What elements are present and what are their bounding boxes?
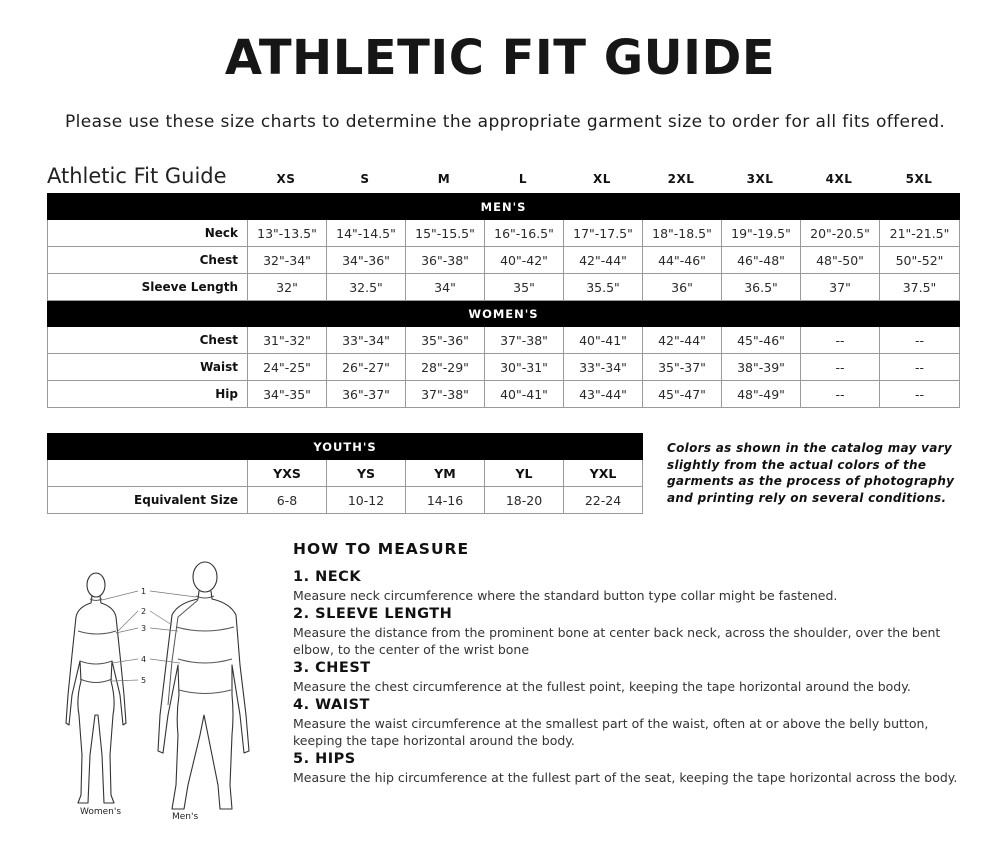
table-cell: 40"-42" [485, 247, 564, 274]
table-row [48, 487, 643, 514]
table-row [48, 220, 960, 247]
table-cell: 36"-37" [327, 381, 406, 408]
table-cell: 36.5" [722, 274, 801, 301]
size-header-3xl: 3XL [746, 172, 774, 186]
table-cell: 15"-15.5" [406, 220, 485, 247]
callout-number: 3 [141, 624, 147, 633]
table-cell: 45"-46" [722, 327, 801, 354]
adult-size-table [47, 193, 960, 408]
size-header-s: S [360, 172, 370, 186]
youth-size-header: YL [485, 460, 564, 487]
color-disclaimer-note: Colors as shown in the catalog may vary slightly from the actual colors of the garments as the process of photography and printing rely on several conditions. [667, 441, 955, 505]
table-cell: 40"-41" [485, 381, 564, 408]
table-cell: 48"-50" [801, 247, 880, 274]
table-cell: 6-8 [248, 487, 327, 514]
size-header-l: L [518, 172, 528, 186]
table-cell: 10-12 [327, 487, 406, 514]
row-label: Chest [48, 247, 248, 274]
row-label: Chest [48, 327, 248, 354]
table-cell: 18-20 [485, 487, 564, 514]
callout-number: 4 [141, 655, 147, 664]
table-cell: 46"-48" [722, 247, 801, 274]
table-row [48, 247, 960, 274]
table-cell: 40"-41" [564, 327, 643, 354]
size-header-m: M [437, 172, 451, 186]
table-cell: -- [880, 327, 960, 354]
table-row [48, 381, 960, 408]
table-cell: 37"-38" [485, 327, 564, 354]
table-cell: 34" [406, 274, 485, 301]
row-label: Sleeve Length [48, 274, 248, 301]
table-cell: 32"-34" [248, 247, 327, 274]
size-header-4xl: 4XL [825, 172, 853, 186]
guide-label: Athletic Fit Guide [47, 164, 227, 188]
table-cell: 19"-19.5" [722, 220, 801, 247]
table-cell: 32.5" [327, 274, 406, 301]
table-cell: 24"-25" [248, 354, 327, 381]
youth-blank-cell [48, 460, 248, 487]
table-cell: -- [801, 354, 880, 381]
table-cell: 35"-37" [643, 354, 722, 381]
table-cell: 37" [801, 274, 880, 301]
measurement-figure [60, 555, 280, 825]
table-cell: 35"-36" [406, 327, 485, 354]
how-to-measure-title: HOW TO MEASURE [293, 540, 470, 558]
table-cell: 33"-34" [327, 327, 406, 354]
table-row [48, 274, 960, 301]
table-cell: 35" [485, 274, 564, 301]
table-cell: 18"-18.5" [643, 220, 722, 247]
youth-heading-row [48, 434, 643, 460]
womens-heading-row [48, 301, 960, 327]
table-row [48, 354, 960, 381]
table-cell: 42"-44" [643, 327, 722, 354]
table-cell: 16"-16.5" [485, 220, 564, 247]
step-text-chest: Measure the chest circumference at the fullest point, keeping the tape horizontal around the body. [293, 679, 911, 694]
row-label: Hip [48, 381, 248, 408]
mens-figure-icon [158, 562, 249, 809]
table-cell: 34"-36" [327, 247, 406, 274]
intro-text: Please use these size charts to determine the appropriate garment size to order for all fits offered. [65, 112, 946, 132]
table-cell: 30"-31" [485, 354, 564, 381]
table-cell: 14"-14.5" [327, 220, 406, 247]
body-outline-illustration [60, 555, 280, 825]
step-heading-hips: 5. HIPS [293, 751, 356, 767]
youth-size-header: YXS [248, 460, 327, 487]
step-heading-chest: 3. CHEST [293, 660, 371, 676]
womens-heading: WOMEN'S [48, 301, 960, 327]
size-header-5xl: 5XL [905, 172, 933, 186]
callout-number: 2 [141, 607, 147, 616]
row-label: Neck [48, 220, 248, 247]
womens-figure-icon [66, 573, 126, 803]
step-heading-neck: 1. NECK [293, 569, 362, 585]
table-cell: -- [801, 327, 880, 354]
table-cell: 50"-52" [880, 247, 960, 274]
table-cell: 36"-38" [406, 247, 485, 274]
callout-number: 1 [141, 587, 147, 596]
callout-number: 5 [141, 676, 147, 685]
step-heading-sleeve: 2. SLEEVE LENGTH [293, 606, 453, 622]
table-cell: 26"-27" [327, 354, 406, 381]
measurement-lines [78, 596, 234, 705]
table-cell: 44"-46" [643, 247, 722, 274]
measurement-steps [293, 568, 973, 787]
table-cell: 38"-39" [722, 354, 801, 381]
row-label: Equivalent Size [48, 487, 248, 514]
youth-size-header: YS [327, 460, 406, 487]
table-cell: 48"-49" [722, 381, 801, 408]
table-cell: 35.5" [564, 274, 643, 301]
table-cell: 45"-47" [643, 381, 722, 408]
step-text-hips: Measure the hip circumference at the fullest part of the seat, keeping the tape horizontal across the body. [293, 770, 958, 785]
womens-figure-label: Women's [80, 807, 122, 817]
table-cell: 31"-32" [248, 327, 327, 354]
table-cell: -- [880, 354, 960, 381]
size-header-2xl: 2XL [667, 172, 695, 186]
step-text-sleeve: Measure the distance from the prominent bone at center back neck, across the shoulder, over the bent elbow, to the center of the wrist bone [293, 625, 941, 657]
table-row [48, 327, 960, 354]
youth-size-header: YXL [564, 460, 643, 487]
size-header-xl: XL [593, 172, 611, 186]
mens-heading-row [48, 194, 960, 220]
mens-figure-label: Men's [172, 812, 199, 822]
youth-size-table [47, 433, 643, 514]
table-cell: 37.5" [880, 274, 960, 301]
table-cell: 28"-29" [406, 354, 485, 381]
table-cell: 42"-44" [564, 247, 643, 274]
table-cell: 37"-38" [406, 381, 485, 408]
table-cell: 22-24 [564, 487, 643, 514]
step-text-neck: Measure neck circumference where the standard button type collar might be fastened. [293, 588, 838, 603]
table-cell: -- [801, 381, 880, 408]
youth-size-header: YM [406, 460, 485, 487]
table-cell: 34"-35" [248, 381, 327, 408]
table-cell: 21"-21.5" [880, 220, 960, 247]
table-cell: 36" [643, 274, 722, 301]
youth-heading: YOUTH'S [48, 434, 643, 460]
step-text-waist: Measure the waist circumference at the smallest part of the waist, often at or above the belly button, keeping the tape horizontal around the body. [293, 716, 929, 748]
table-cell: 32" [248, 274, 327, 301]
table-cell: 33"-34" [564, 354, 643, 381]
row-label: Waist [48, 354, 248, 381]
size-header-xs: XS [276, 172, 296, 186]
table-cell: 14-16 [406, 487, 485, 514]
page-title: ATHLETIC FIT GUIDE [224, 30, 776, 86]
mens-heading: MEN'S [48, 194, 960, 220]
table-cell: -- [880, 381, 960, 408]
table-cell: 17"-17.5" [564, 220, 643, 247]
step-heading-waist: 4. WAIST [293, 697, 370, 713]
table-cell: 20"-20.5" [801, 220, 880, 247]
youth-size-header-row [48, 460, 643, 487]
table-cell: 43"-44" [564, 381, 643, 408]
table-cell: 13"-13.5" [248, 220, 327, 247]
